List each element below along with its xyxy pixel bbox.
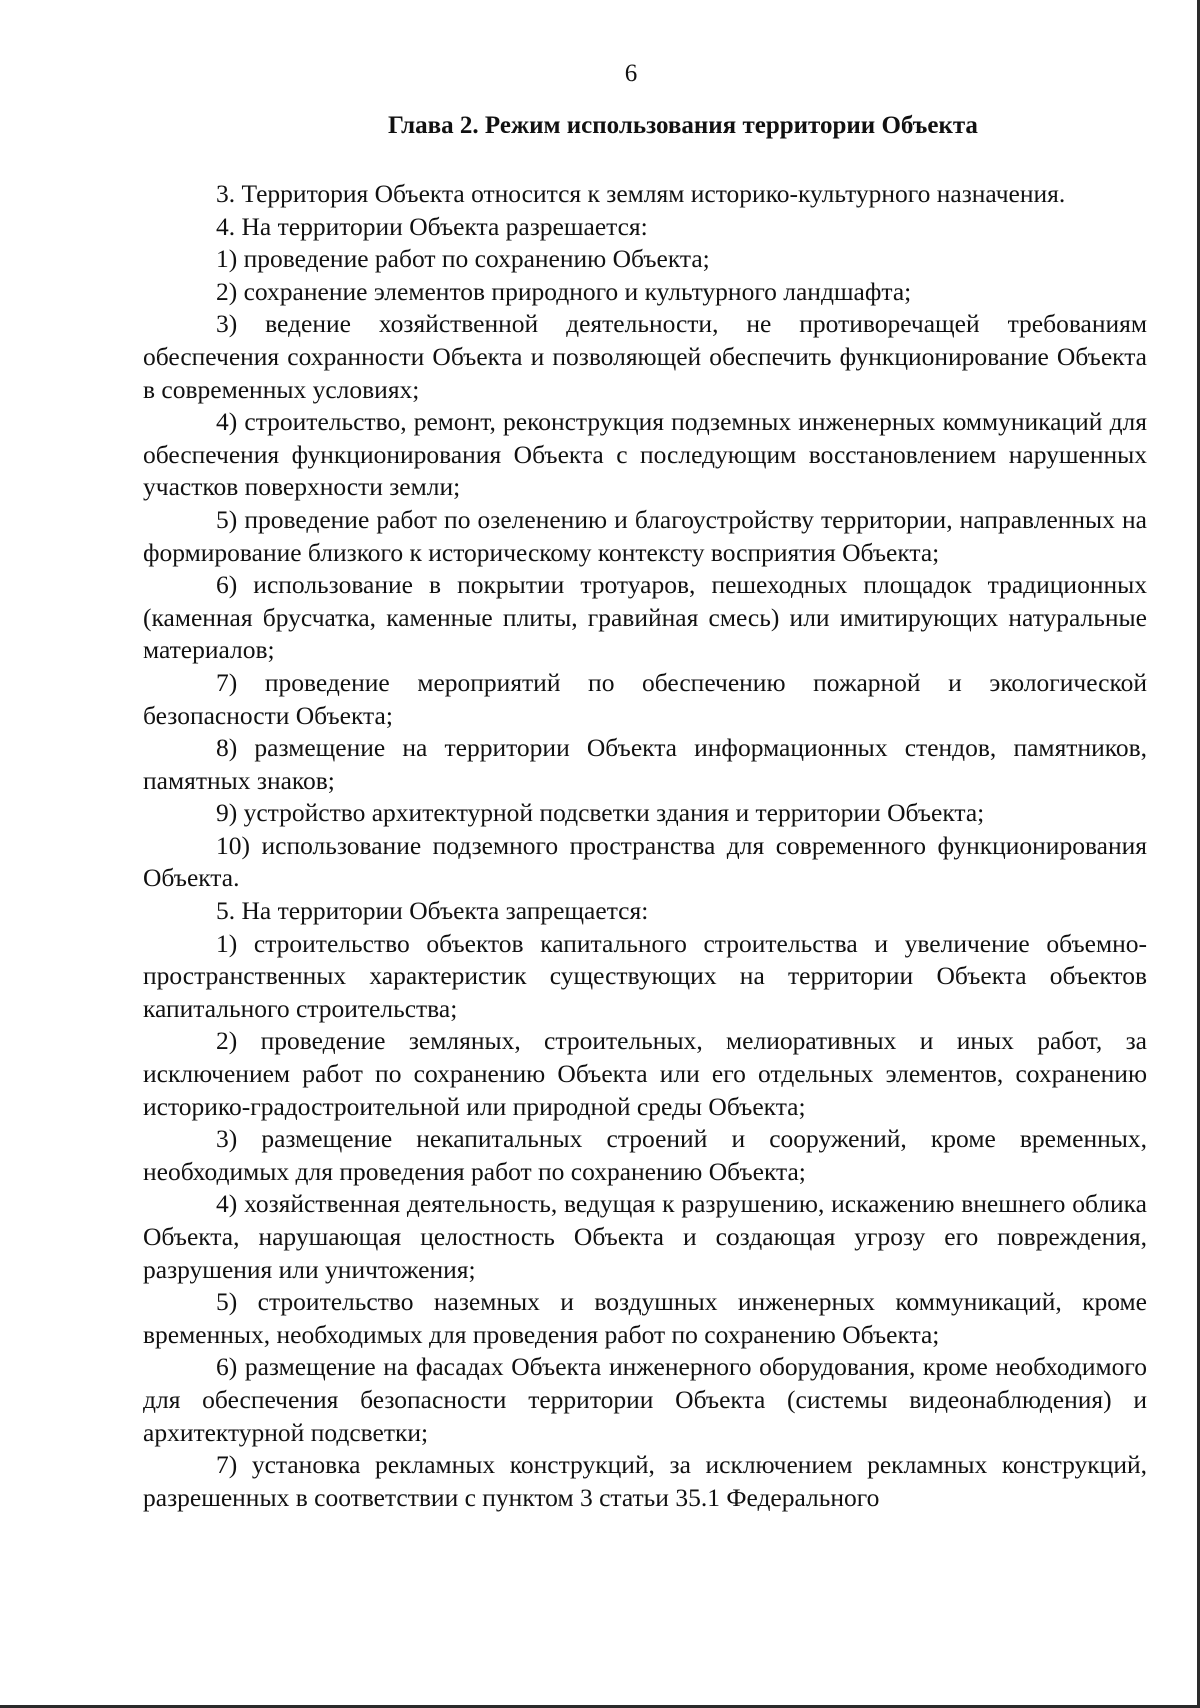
list-item: 10) использование подземного пространства для современного функционирования Объекта. [143, 830, 1147, 893]
list-item: 1) проведение работ по сохранению Объекта; [216, 244, 710, 274]
list-item: 2) сохранение элементов природного и культурного ландшафта; [216, 276, 912, 306]
paragraph-3: 3. Территория Объекта относится к землям историко-культурного назначения. [216, 179, 1066, 208]
list-item: 6) использование в покрытии тротуаров, пешеходных площадок традиционных (каменная брусчатка, каменные плиты, гравийная смесь) или имитирующих натуральные материалов; [143, 570, 1147, 665]
page-number: 6 [624, 60, 638, 87]
list-item: 6) размещение на фасадах Объекта инженерного оборудования, кроме необходимого для обеспечения безопасности территории Объекта (системы видеонаблюдения) и архитектурной подсветки; [143, 1352, 1147, 1447]
list-item: 4) хозяйственная деятельность, ведущая к разрушению, искажению внешнего облика Объекта, нарушающая целостность Объекта и создающая угрозу его повреждения, разрушения или уничтожения; [143, 1189, 1147, 1284]
paragraph-4: 4. На территории Объекта разрешается: [216, 211, 648, 241]
paragraph-5: 5. На территории Объекта запрещается: [216, 896, 649, 926]
list-item: 8) размещение на территории Объекта информационных стендов, памятников, памятных знаков; [143, 733, 1147, 795]
list-item: 5) проведение работ по озеленению и благоустройству территории, направленных на формирование близкого к историческому контексту восприятия Объекта; [143, 504, 1147, 567]
list-item: 7) установка рекламных конструкций, за исключением рекламных конструкций, разрешенных в соответствии с пунктом 3 статьи 35.1 Федерального [143, 1450, 1147, 1512]
document-body [143, 178, 1147, 1514]
list-item: 7) проведение мероприятий по обеспечению пожарной и экологической безопасности Объекта; [143, 667, 1147, 730]
list-item: 4) строительство, ремонт, реконструкция подземных инженерных коммуникаций для обеспечения функционирования Объекта с последующим восстановлением нарушенных участков поверхности земли; [143, 407, 1147, 502]
list-item: 5) строительство наземных и воздушных инженерных коммуникаций, кроме временных, необходимых для проведения работ по сохранению Объекта; [143, 1287, 1147, 1349]
list-item: 1) строительство объектов капитального строительства и увеличение объемно-пространственных характеристик существующих на территории Объекта объектов капитального строительства; [143, 928, 1147, 1023]
list-item: 3) ведение хозяйственной деятельности, не противоречащей требованиям обеспечения сохранности Объекта и позволяющей обеспечить функционирование Объекта в современных условиях; [143, 309, 1147, 404]
chapter-title: Глава 2. Режим использования территории Объекта [388, 112, 978, 139]
list-item: 9) устройство архитектурной подсветки здания и территории Объекта; [216, 798, 985, 828]
list-item: 3) размещение некапитальных строений и сооружений, кроме временных, необходимых для проведения работ по сохранению Объекта; [143, 1124, 1147, 1186]
list-item: 2) проведение земляных, строительных, мелиоративных и иных работ, за исключением работ по сохранению Объекта или его отдельных элементов, сохранению историко-градостроительной или природной среды Объекта; [143, 1026, 1147, 1121]
